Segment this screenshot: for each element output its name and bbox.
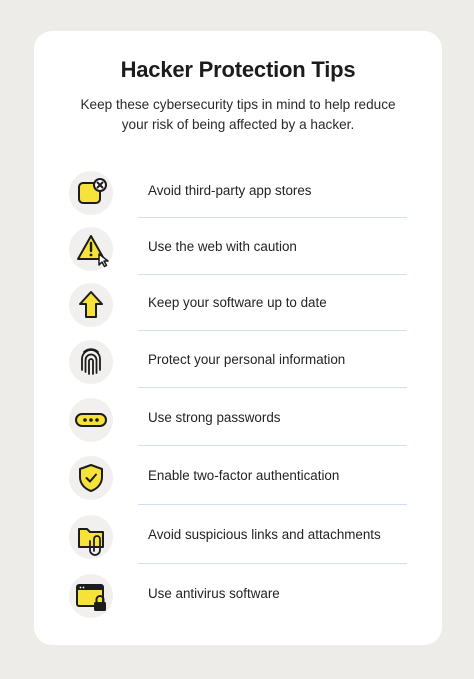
tip-item-suspicious-links <box>34 509 442 567</box>
tip-label: Enable two-factor authentication <box>148 468 340 483</box>
divider <box>138 330 407 331</box>
tip-label: Keep your software up to date <box>148 295 327 310</box>
folder-attachment-icon <box>69 515 113 559</box>
password-icon <box>69 398 113 442</box>
warning-cursor-icon <box>69 227 113 271</box>
subtitle-line-1: Keep these cybersecurity tips in mind to help reduce <box>80 97 396 112</box>
fingerprint-icon <box>69 340 113 384</box>
tip-item-antivirus <box>34 568 442 626</box>
app-store-blocked-icon <box>69 171 113 215</box>
divider <box>138 387 407 388</box>
arrow-up-icon <box>69 283 113 327</box>
tips-list <box>34 31 442 645</box>
tip-label: Avoid third-party app stores <box>148 183 312 198</box>
browser-lock-icon <box>69 574 113 618</box>
tip-label: Use strong passwords <box>148 410 281 425</box>
divider <box>138 217 407 218</box>
tips-card <box>34 31 442 645</box>
divider <box>138 445 407 446</box>
subtitle-line-2: your risk of being affected by a hacker. <box>121 117 355 132</box>
page-title: Hacker Protection Tips <box>120 57 356 82</box>
tip-label: Use antivirus software <box>148 586 280 601</box>
tip-label: Avoid suspicious links and attachments <box>148 527 381 542</box>
divider <box>138 274 407 275</box>
tip-item-app-stores <box>34 165 442 223</box>
tip-item-web-caution <box>34 221 442 279</box>
tip-label: Use the web with caution <box>148 239 297 254</box>
tip-item-personal-info <box>34 334 442 392</box>
divider <box>138 504 407 505</box>
shield-check-icon <box>69 456 113 500</box>
divider <box>138 563 407 564</box>
tip-item-two-factor <box>34 450 442 508</box>
tip-item-software-update <box>34 277 442 335</box>
tip-label: Protect your personal information <box>148 352 346 367</box>
tip-item-passwords <box>34 392 442 450</box>
